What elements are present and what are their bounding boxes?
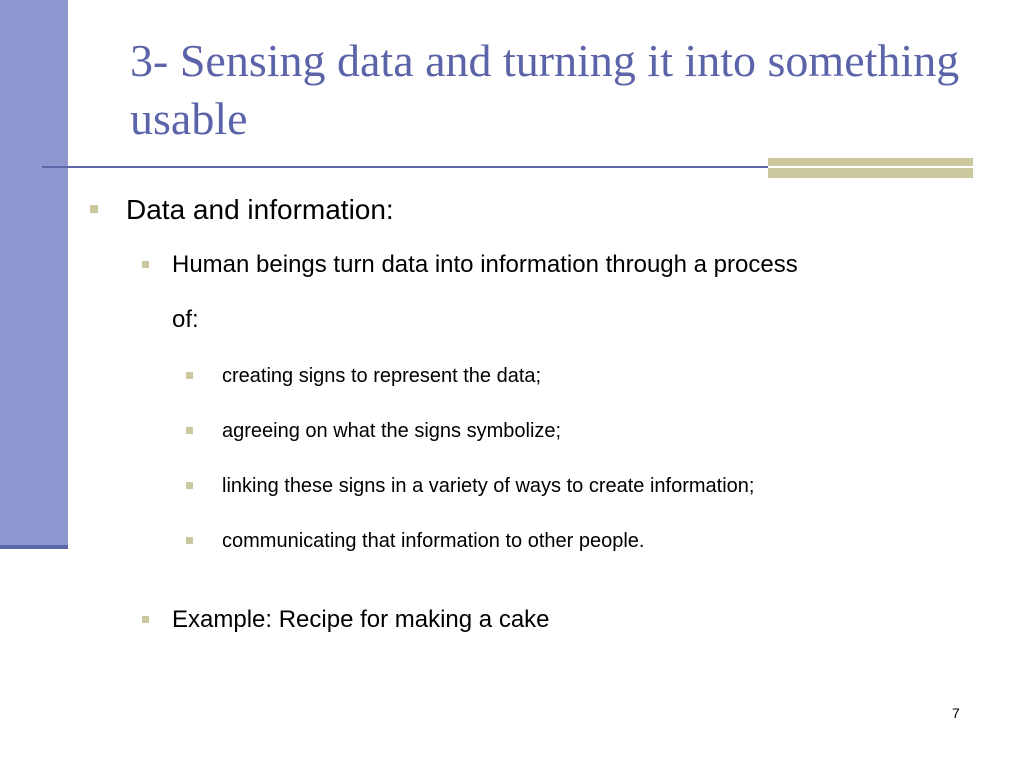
bullet-square-icon <box>142 261 149 268</box>
slide-title: 3- Sensing data and turning it into something usable <box>130 35 960 144</box>
bullet-example: Example: Recipe for making a cake <box>172 606 550 633</box>
sub-bullet-creating-signs: creating signs to represent the data; <box>222 365 542 387</box>
bullet-data-and-information: Data and information: <box>126 194 394 225</box>
bullet-human-beings-line2: of: <box>172 306 199 333</box>
bullet-human-beings-line1: Human beings turn data into information through a process <box>172 251 798 278</box>
bullet-square-icon <box>186 372 193 379</box>
bullet-square-icon <box>186 427 193 434</box>
bullet-square-icon <box>186 537 193 544</box>
bullet-square-icon <box>142 616 149 623</box>
sub-bullet-linking: linking these signs in a variety of ways to create information; <box>222 475 755 497</box>
sub-bullet-communicating: communicating that information to other people. <box>222 530 645 552</box>
bullet-square-icon <box>186 482 193 489</box>
sub-bullet-agreeing: agreeing on what the signs symbolize; <box>222 420 562 442</box>
page-number: 7 <box>952 705 960 721</box>
bullet-square-icon <box>90 205 98 213</box>
